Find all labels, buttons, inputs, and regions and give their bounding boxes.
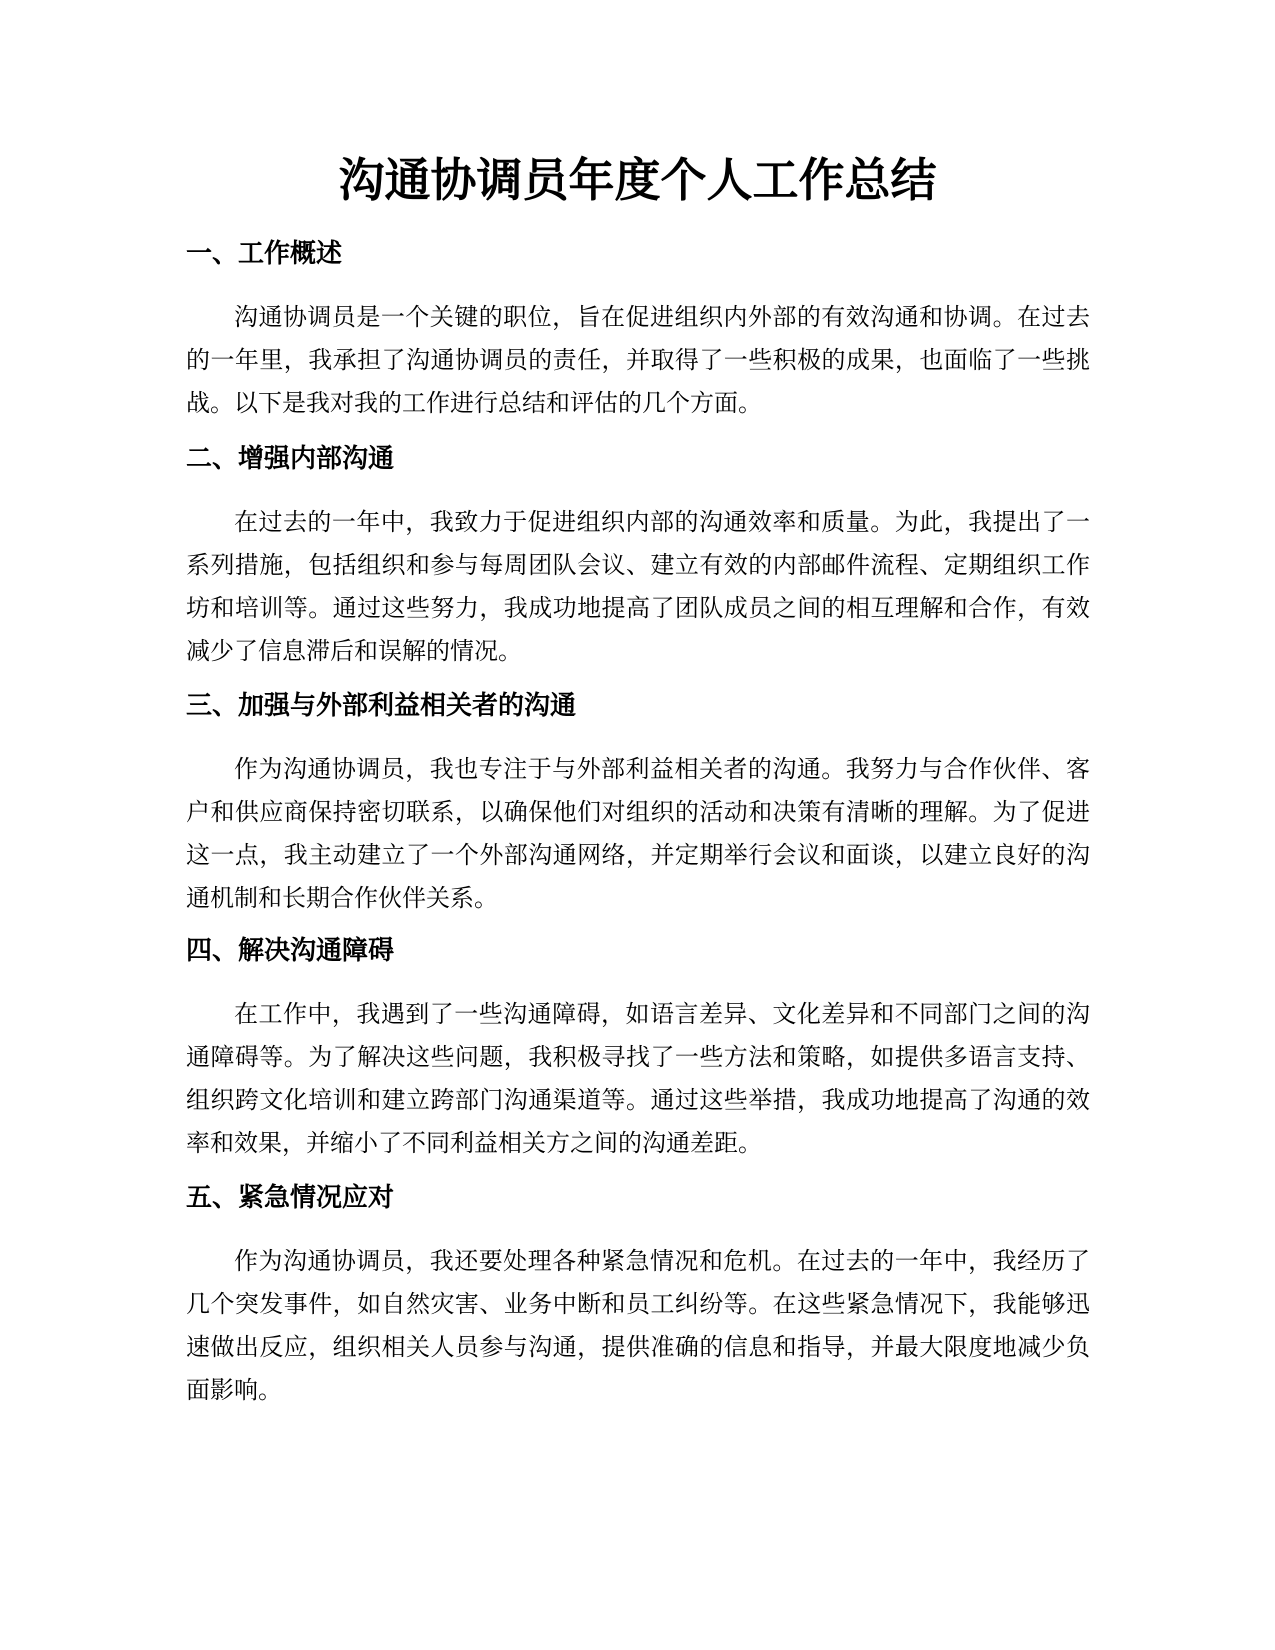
section-paragraph: 在过去的一年中，我致力于促进组织内部的沟通效率和质量。为此，我提出了一系列措施，包括组织和参与每周团队会议、建立有效的内部邮件流程、定期组织工作坊和培训等。通过这些努力，我成功地提高了团队成员之间的相互理解和合作，有效减少了信息滞后和误解的情况。	[186, 508, 1090, 665]
section-internal-communication	[186, 441, 1090, 673]
section-communication-barriers	[186, 933, 1090, 1165]
section-paragraph: 作为沟通协调员，我还要处理各种紧急情况和危机。在过去的一年中，我经历了几个突发事件，如自然灾害、业务中断和员工纠纷等。在这些紧急情况下，我能够迅速做出反应，组织相关人员参与沟通，提供准确的信息和指导，并最大限度地减少负面影响。	[186, 1247, 1090, 1404]
section-heading: 二、增强内部沟通	[186, 444, 395, 474]
section-work-overview	[186, 236, 1090, 425]
section-heading: 三、加强与外部利益相关者的沟通	[186, 691, 577, 721]
section-emergency-response	[186, 1180, 1090, 1412]
section-paragraph: 在工作中，我遇到了一些沟通障碍，如语言差异、文化差异和不同部门之间的沟通障碍等。为了解决这些问题，我积极寻找了一些方法和策略，如提供多语言支持、组织跨文化培训和建立跨部门沟通渠道等。通过这些举措，我成功地提高了沟通的效率和效果，并缩小了不同利益相关方之间的沟通差距。	[186, 1000, 1090, 1157]
section-heading: 一、工作概述	[186, 239, 343, 269]
section-paragraph: 沟通协调员是一个关键的职位，旨在促进组织内外部的有效沟通和协调。在过去的一年里，我承担了沟通协调员的责任，并取得了一些积极的成果，也面临了一些挑战。以下是我对我的工作进行总结和评估的几个方面。	[186, 303, 1090, 417]
section-external-communication	[186, 688, 1090, 920]
section-paragraph: 作为沟通协调员，我也专注于与外部利益相关者的沟通。我努力与合作伙伴、客户和供应商保持密切联系，以确保他们对组织的活动和决策有清晰的理解。为了促进这一点，我主动建立了一个外部沟通网络，并定期举行会议和面谈，以建立良好的沟通机制和长期合作伙伴关系。	[186, 755, 1090, 912]
section-heading: 五、紧急情况应对	[186, 1183, 395, 1213]
document-title: 沟通协调员年度个人工作总结	[338, 153, 937, 207]
section-heading: 四、解决沟通障碍	[186, 936, 395, 966]
